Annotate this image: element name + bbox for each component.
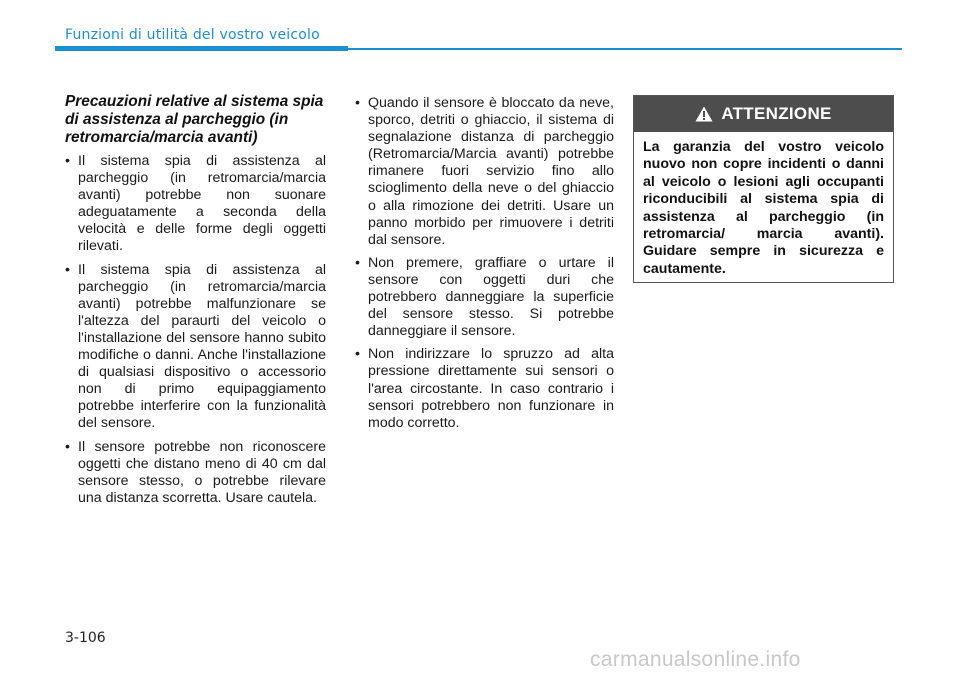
precautions-heading: Precauzioni relative al sistema spia di assistenza al parcheggio (in retromarcia/marcia avanti) [65, 93, 324, 146]
warning-box [633, 95, 894, 283]
list-item [65, 153, 326, 256]
bullet-glyph: • [355, 95, 360, 111]
header-rule-accent [55, 46, 348, 51]
warning-text: La garanzia del vostro veicolo nuovo non copre incidenti o danni al veicolo o lesioni agli occupanti riconducibili al sistema spia di assistenza al parcheggio (in retromarcia/ marcia avanti). Guidare sempre in sicurezza e cautamente. [643, 139, 884, 277]
precautions-list [65, 153, 326, 507]
warning-header [634, 96, 893, 132]
bullet-glyph: • [65, 261, 70, 278]
list-item [355, 346, 614, 431]
list-item-text: Il sensore potrebbe non riconoscere oggetti che distano meno di 40 cm dal sensore stesso, o potrebbe rilevare una distanza scorretta. Usare cautela. [78, 438, 326, 506]
list-item-text: Quando il sensore è bloccato da neve, sporco, detriti o ghiaccio, il sistema di segnalazione distanza di parcheggio (Retromarcia/Marcia avanti) potrebbe rimanere fuori servizio fino allo scioglimento della neve o del ghiaccio o alla rimozione dei detriti. Usare un panno morbido per rimuovere i detriti dal sensore. [368, 95, 614, 248]
list-item [65, 262, 326, 433]
column-middle [355, 95, 614, 438]
warning-label: ATTENZIONE [721, 104, 832, 123]
header-rule [348, 48, 902, 50]
list-item [65, 439, 326, 507]
bullet-glyph: • [355, 346, 360, 363]
page-number: 3-106 [65, 630, 106, 646]
bullet-glyph: • [65, 153, 70, 169]
section-title-header: Funzioni di utilità del vostro veicolo [65, 27, 320, 43]
bullet-glyph: • [355, 254, 360, 271]
warning-triangle-icon [695, 106, 713, 122]
list-item [355, 95, 614, 249]
bullet-glyph: • [65, 438, 70, 455]
list-item-text: Non indirizzare lo spruzzo ad alta pressione direttamente sui sensori o l'area circostante. In caso contrario i sensori potrebbero non funzionare in modo corretto. [368, 346, 614, 431]
list-item-text: Il sistema spia di assistenza al parcheggio (in retromarcia/marcia avanti) potrebbe malfunzionare se l'altezza del paraurti del veicolo o l'installazione del sensore hanno subito modifiche o danni. Anche l'installazione di qualsiasi dispositivo o accessorio non di primo equipaggiamento potrebbe interferire con la funzionalità del sensore. [78, 261, 326, 432]
column-left [65, 93, 326, 513]
list-item-text: Non premere, graffiare o urtare il sensore con oggetti duri che potrebbero danneggiare la superficie del sensore stesso. Si potrebbe danneggiare il sensore. [368, 254, 614, 340]
list-item [355, 255, 614, 340]
watermark: carmanualsonline.info [590, 648, 801, 671]
sensor-care-list [355, 95, 614, 432]
list-item-text: Il sistema spia di assistenza al parcheggio (in retromarcia/marcia avanti) potrebbe non suonare adeguatamente a seconda della velocità e delle forme degli oggetti rilevati. [78, 153, 326, 255]
